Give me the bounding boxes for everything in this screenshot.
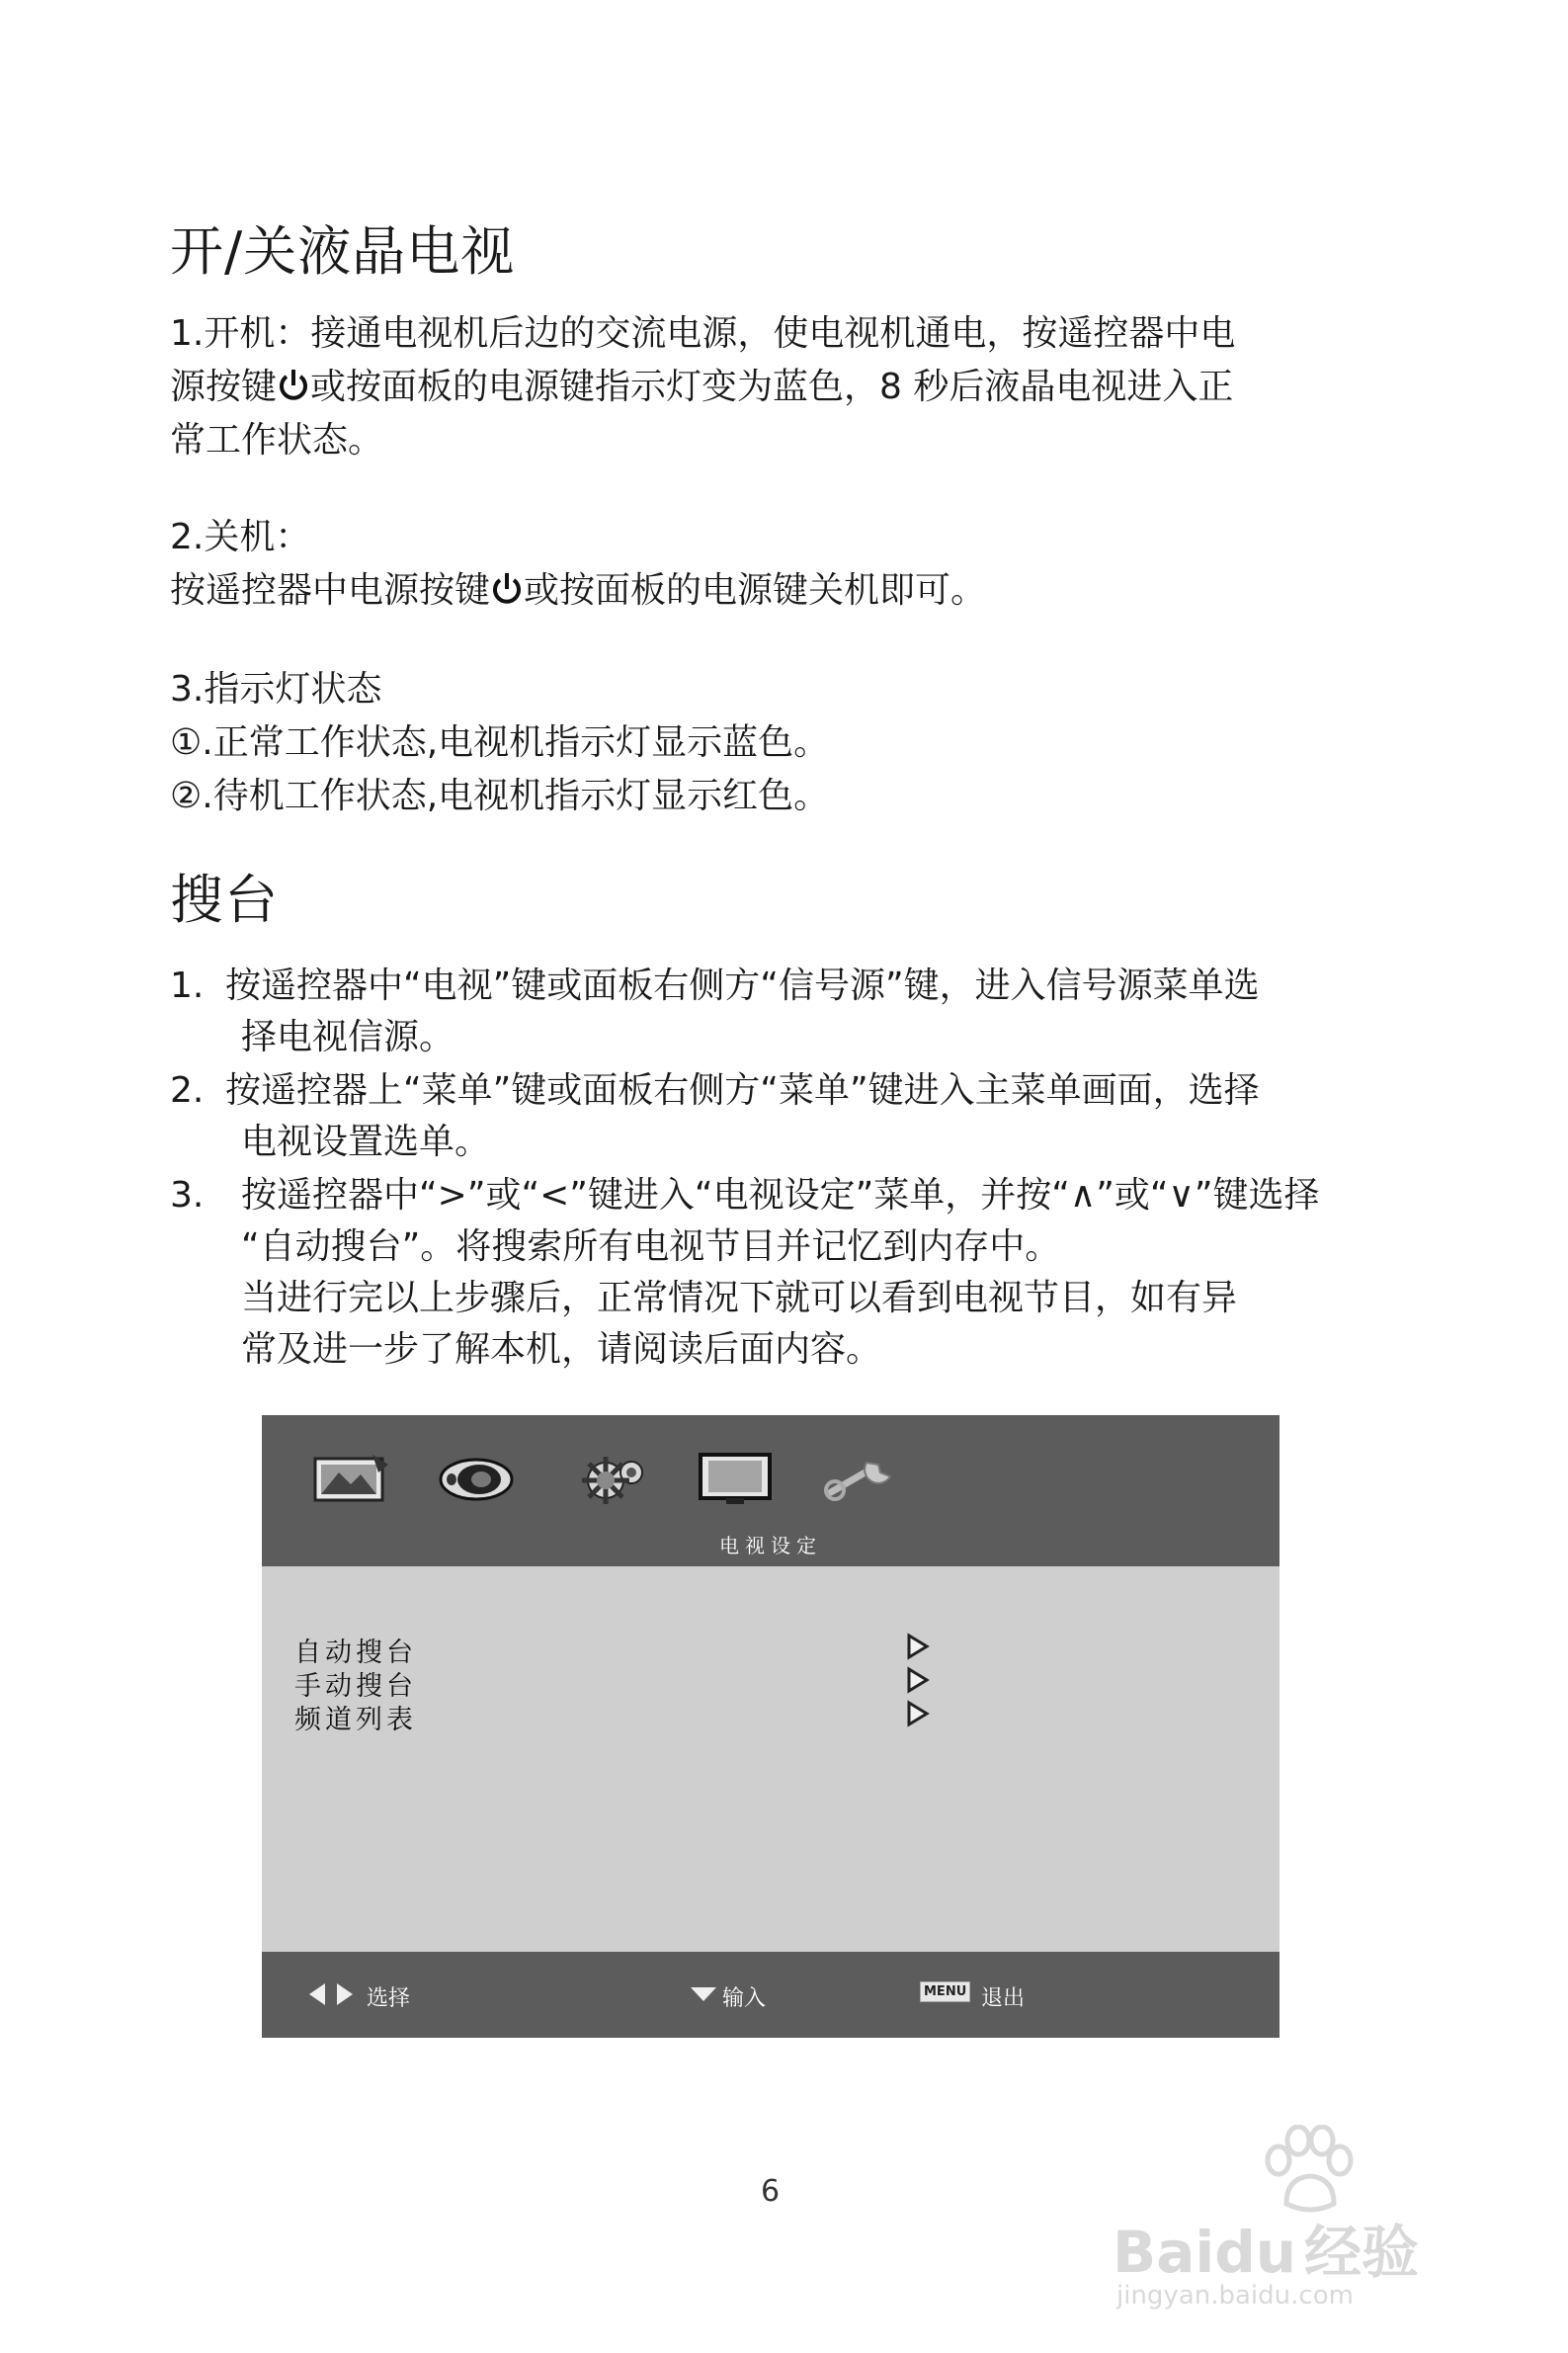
- note-line-1: 当进行完以上步骤后，正常情况下就可以看到电视节目，如有异: [241, 1278, 1238, 1318]
- power-off-line-b: 或按面板的电源键关机即可。: [524, 570, 987, 611]
- footer-select: 选择: [367, 1986, 411, 2011]
- menu-item-manual-search[interactable]: 手动搜台: [294, 1671, 417, 1702]
- watermark-url: jingyan.baidu.com: [1116, 2281, 1354, 2311]
- power-icon: [277, 367, 310, 404]
- step-number: 3.: [170, 1175, 205, 1216]
- watermark-brand: [1113, 2206, 1419, 2289]
- power-on-line3: 常工作状态。: [170, 420, 384, 461]
- watermark-cn: 经验: [1304, 2219, 1420, 2286]
- power-on-line1: 1.开机：接通电视机后边的交流电源，使电视机通电，按遥控器中电: [170, 313, 1236, 354]
- baidu-watermark: [1113, 2125, 1527, 2312]
- osd-top-bar: [262, 1415, 1279, 1566]
- step-2: [170, 1065, 1385, 1168]
- menu-item-channel-list[interactable]: 频道列表: [294, 1705, 417, 1735]
- tv-osd-menu: [262, 1415, 1279, 2038]
- step-line: 按遥控器中“电视”键或面板右侧方“信号源”键，进入信号源菜单选: [225, 966, 1260, 1006]
- sound-icon[interactable]: [438, 1455, 515, 1504]
- power-on-line2: [170, 362, 1233, 413]
- settings-gear-icon[interactable]: [566, 1451, 655, 1506]
- page-number: 6: [761, 2174, 781, 2209]
- power-on-line2-a: 源按键: [170, 367, 278, 407]
- step-3: [170, 1170, 1385, 1376]
- section-title-search: 搜台: [170, 869, 279, 931]
- menu-key-icon: [920, 1981, 970, 2002]
- down-arrow-icon: [689, 1985, 718, 2003]
- step-line: 电视设置选单。: [241, 1122, 491, 1162]
- power-icon: [490, 570, 524, 608]
- indicator-item-1: ①.正常工作状态,电视机指示灯显示蓝色。: [170, 722, 830, 763]
- wrench-icon[interactable]: [823, 1455, 902, 1504]
- watermark-brand-a: Bai: [1113, 2219, 1215, 2286]
- power-on-line2-b: 或按面板的电源键指示灯变为蓝色，8 秒后液晶电视进入正: [310, 367, 1234, 407]
- step-line: 按遥控器中“>”或“<”键进入“电视设定”菜单，并按“∧”或“∨”键选择: [241, 1175, 1320, 1216]
- note-line-2: 常及进一步了解本机，请阅读后面内容。: [241, 1329, 882, 1370]
- indicator-heading: 3.指示灯状态: [170, 669, 382, 710]
- footer-exit: 退出: [981, 1986, 1026, 2011]
- submenu-arrow-icon: [906, 1666, 930, 1694]
- osd-title: 电视设定: [719, 1534, 822, 1557]
- step-line: 择电视信源。: [241, 1017, 455, 1057]
- menu-item-auto-search[interactable]: 自动搜台: [294, 1638, 417, 1668]
- menu-key-label: MENU: [920, 1981, 970, 2002]
- left-right-arrows-icon: [305, 1981, 359, 2007]
- step-line: “自动搜台”。将搜索所有电视节目并记忆到内存中。: [241, 1226, 1061, 1267]
- paw-logo-icon: [1257, 2125, 1356, 2216]
- step-line: 按遥控器上“菜单”键或面板右侧方“菜单”键进入主菜单画面，选择: [225, 1070, 1260, 1111]
- osd-bottom-bar: [262, 1952, 1279, 2038]
- power-off-line: [170, 565, 986, 617]
- step-1: [170, 961, 1385, 1063]
- watermark-brand-b: du: [1214, 2219, 1297, 2286]
- tv-screen-icon[interactable]: [697, 1451, 774, 1506]
- picture-icon[interactable]: [313, 1453, 390, 1504]
- power-off-heading: 2.关机：: [170, 517, 311, 557]
- step-number: 1.: [170, 966, 205, 1006]
- section-title-power: 开/关液晶电视: [170, 220, 516, 283]
- footer-enter: 输入: [722, 1986, 767, 2011]
- submenu-arrow-icon: [906, 1700, 930, 1727]
- submenu-arrow-icon: [906, 1633, 930, 1660]
- indicator-item-2: ②.待机工作状态,电视机指示灯显示红色。: [170, 776, 830, 816]
- step-number: 2.: [170, 1070, 205, 1111]
- power-off-line-a: 按遥控器中电源按键: [170, 570, 491, 611]
